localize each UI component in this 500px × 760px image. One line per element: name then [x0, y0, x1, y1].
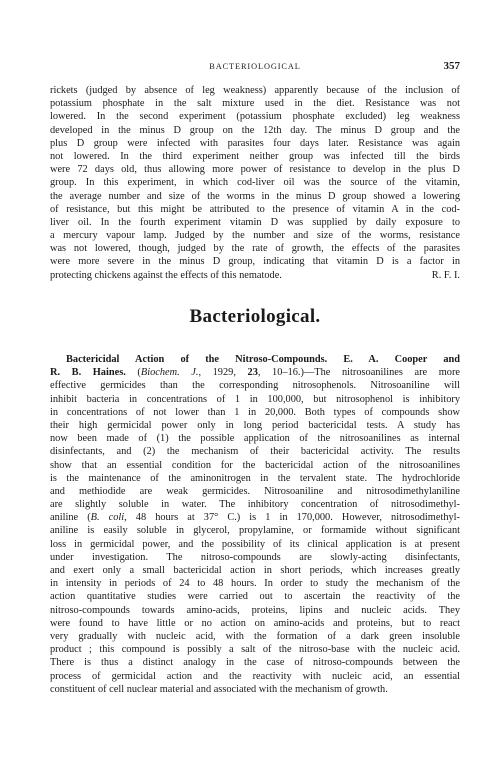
- text-line: liver oil. In the fourth experiment vitamin D was supplied by daily exposure to: [50, 216, 460, 228]
- text-line: are slightly soluble in water. The inhibitory concentration of nitrosodimethyl-: [50, 499, 460, 511]
- text-line: inhibit bacteria in concentrations of 1 in 100,000, but nitrosophenol is inhibitory: [50, 393, 460, 405]
- text-line: now been made of (1) the possible application of the nitrosoanilines as internal: [50, 433, 460, 445]
- text-line: effective germicides than the corresponding nitrosophenols. Nitrosoaniline will: [50, 380, 460, 392]
- article-title-line: [50, 353, 460, 366]
- citation-year: , 1929,: [198, 367, 248, 379]
- species-name: B. coli: [90, 512, 125, 524]
- author-initials: R. F. I.: [431, 269, 460, 281]
- text-line: There is thus a distinct analogy in the case of nitroso-compounds between the: [50, 657, 460, 669]
- article-authors-cont: R. B. Haines.: [50, 367, 126, 379]
- text-line: and exert only a small bactericidal action in short periods, which increases greatly: [50, 565, 460, 576]
- text-line: group. In this experiment, in which cod-liver oil was the source of the vitamin,: [50, 177, 460, 189]
- continued-abstract: [50, 84, 460, 282]
- text-line: show that an essential condition for the bactericidal action of the nitrosoanilines: [50, 459, 460, 471]
- citation-line: [50, 366, 460, 379]
- text-line: very gradually with nucleic acid, with the formation of a dark green insoluble: [50, 630, 460, 642]
- text-line: their high germicidal power only in long period bactericidal tests. A study has: [50, 419, 460, 431]
- article-abstract: [50, 353, 460, 696]
- text-line: in concentrations of not lower than 1 in 20,000. Both types of compounds show: [50, 406, 460, 418]
- section-heading: Bacteriological.: [189, 306, 321, 327]
- text-line: rickets (judged by absence of leg weakness) apparently because of the inclusion of: [50, 85, 460, 96]
- text-line-last: [50, 269, 460, 282]
- text-line: and methiodide are weak germicides. Nitrosoaniline and nitrosodimethylaniline: [50, 485, 460, 497]
- text-line: process of germicidal action and the reactivity with nucleic acid, an essential: [50, 670, 460, 682]
- text-line: loss in germicidal power, and the possibility of its clinical application is at present: [50, 538, 460, 550]
- text-line: plus D group were infected with parasites four days later. Resistance was again: [50, 137, 460, 149]
- text-line: were more severe in the minus D group, indicating that vitamin D is a factor in: [50, 256, 460, 268]
- citation-pages: , 10–16.)—The nitrosoanilines are more: [257, 367, 460, 379]
- text-line: was not lowered, though, judged by the rate of growth, the effects of the parasites: [50, 243, 460, 255]
- citation-open: (: [137, 367, 141, 379]
- text-line: is the maintenance of the aminonitrogen in the tervalent state. The hydrochloride: [50, 472, 460, 484]
- running-title: BACTERIOLOGICAL: [209, 62, 301, 71]
- text-line: a mercury vapour lamp. Judged by the number and size of the worms, resistance: [50, 230, 460, 242]
- journal-name: Biochem. J.: [140, 367, 199, 379]
- text-line: aniline is easily soluble in glycerol, propylamine, or formamide without significant: [50, 525, 460, 537]
- article-authors: E. A. Cooper and: [343, 354, 460, 365]
- species-line: [50, 511, 460, 524]
- text-line: disinfectants, and (2) the mechanism of their bactericidal activity. The results: [50, 446, 460, 458]
- text-line: product ; this compound is possibly a salt of the nitroso-base with the nucleic acid.: [50, 644, 460, 656]
- text-line: not lowered. In the third experiment neither group was infected till the birds: [50, 150, 460, 162]
- text-line: lowered. In the second experiment (potassium phosphate excluded) leg weakness: [50, 111, 460, 123]
- text-line-last: constituent of cell nuclear material and associated with the mechanism of growth.: [50, 683, 388, 695]
- text-line: action quantitative studies were carried out to ascertain the reactivity of the: [50, 591, 460, 603]
- article-title: Bactericidal Action of the Nitroso-Compounds.: [66, 354, 328, 365]
- text-line: developed in the minus D group on the 12th day. The minus D group and the: [50, 124, 460, 136]
- text-fragment: , 48 hours at 37° C.) is 1 in 170,000. However, nitrosodimethyl-: [124, 512, 460, 524]
- text-line: nitroso-compounds towards amino-acids, proteins, lipins and nucleic acids. They: [50, 604, 460, 616]
- text-line: under investigation. The nitroso-compounds are slowly-acting disinfectants,: [50, 551, 460, 563]
- text-line: in intensity in periods of 24 to 48 hours. In order to study the mechanism of the: [50, 578, 460, 590]
- text-line: of resistance, but this might be attributed to the presence of vitamin A in the cod-: [50, 203, 460, 215]
- text-line: the average number and size of the worms in the minus D group showed a lowering: [50, 190, 460, 202]
- text-line: were found to have little or no action on amino-acids and proteins, but to react: [50, 617, 460, 629]
- text-line: potassium phosphate in the salt mixture used in the diet. Resistance was not: [50, 98, 460, 110]
- running-header: [50, 62, 460, 78]
- text-fragment: protecting chickens against the effects of this nematode.: [50, 269, 282, 281]
- text-line: were 72 days old, thus allowing more power of resistance to develop in the plus D: [50, 164, 460, 176]
- journal-volume: 23: [247, 367, 258, 379]
- page-number: 357: [443, 60, 460, 72]
- text-fragment: aniline (: [50, 512, 91, 524]
